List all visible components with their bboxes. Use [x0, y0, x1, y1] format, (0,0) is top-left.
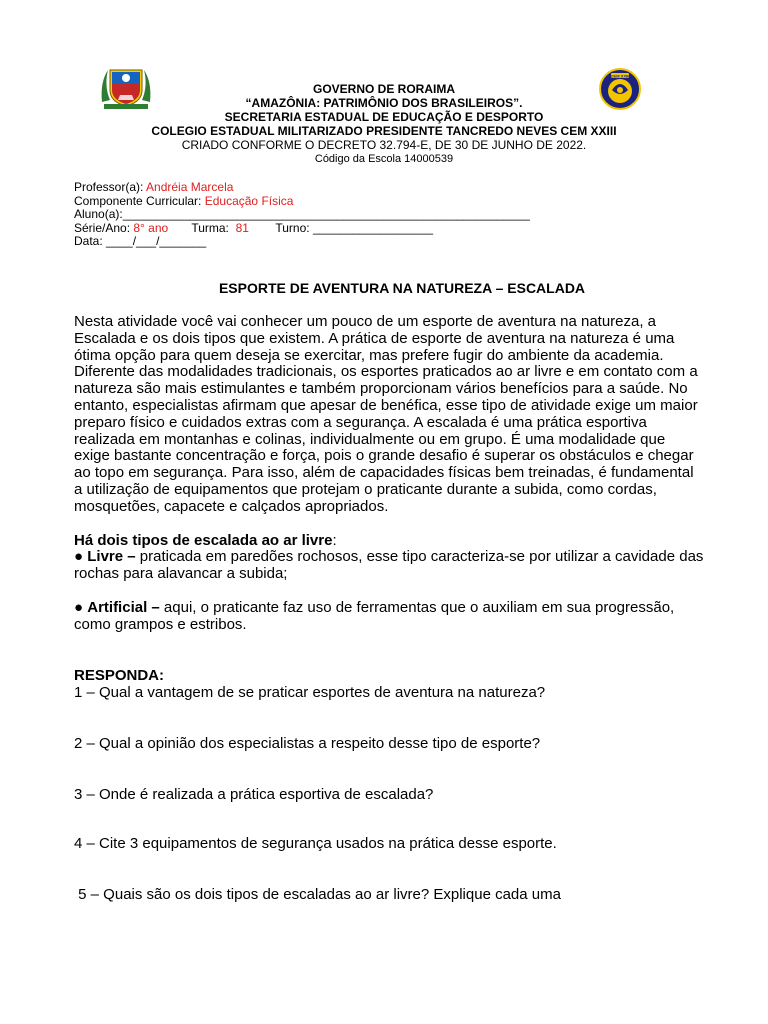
- componente-label: Componente Curricular:: [74, 193, 205, 208]
- bullet-icon: ●: [74, 548, 88, 566]
- professor-line: [74, 181, 530, 195]
- type-artificial-label: Artificial –: [87, 598, 160, 616]
- header-decree: CRIADO CONFORME O DECRETO 32.794-E, DE 30 DE JUNHO DE 2022.: [181, 138, 587, 152]
- header-motto: “AMAZÔNIA: PATRIMÔNIO DOS BRASILEIROS”.: [245, 96, 523, 110]
- activity-title: ESPORTE DE AVENTURA NA NATUREZA – ESCALADA: [218, 280, 586, 296]
- type-livre-text: praticada em paredões rochosos, esse tipo caracteriza-se por utilizar a cavidade das rochas para alavancar a subida;: [74, 548, 704, 583]
- header-government: GOVERNO DE RORAIMA: [312, 82, 455, 96]
- question-4: 4 – Cite 3 equipamentos de segurança usados na prática desse esporte.: [74, 835, 557, 852]
- type-artificial-text: aqui, o praticante faz uso de ferramentas que o auxiliam em sua progressão, como grampos e estribos.: [74, 598, 675, 633]
- componente-value: Educação Física: [204, 193, 294, 208]
- type-livre-label: Livre –: [87, 548, 136, 566]
- types-heading: [74, 533, 704, 550]
- school-emblem-text: CEM XXIII: [610, 73, 630, 79]
- question-3: 3 – Onde é realizada a prática esportiva de escalada?: [74, 786, 434, 803]
- type-artificial: [74, 600, 704, 634]
- turma-label: Turma:: [168, 220, 236, 235]
- activity-body: [74, 314, 704, 634]
- responda-heading: RESPONDA:: [74, 667, 165, 684]
- data-field[interactable]: Data: ____/___/_______: [74, 234, 207, 248]
- student-info-block: [74, 181, 530, 249]
- type-livre: [74, 549, 704, 583]
- componente-line: [74, 195, 530, 209]
- question-1: 1 – Qual a vantagem de se praticar esportes de aventura na natureza?: [74, 684, 546, 701]
- document-header: [100, 82, 668, 166]
- intro-paragraph: Nesta atividade você vai conhecer um pouco de um esporte de aventura na natureza, a Escalada e os dois tipos que existem. A prática de esporte de aventura na natureza é uma ótima opção para quem deseja se exercitar, mas prefere fugir do ambiente da academia. Diferente das modalidades tradicionais, os esportes praticados ao ar livre e em contato com a natureza são mais estimulantes e também proporcionam vários benefícios para a saúde. No entanto, especialistas afirmam que apesar de benéfica, esse tipo de atividade exige um maior preparo físico e cuidados extras com a segurança. A escalada é uma prática esportiva realizada em montanhas e colinas, individualmente ou em grupo. É uma modalidade que exige bastante concentração e força, pois o grande desafio é superar os obstáculos e chegar ao topo em segurança. Para isso, além de capacidades físicas bem treinadas, é fundamental a utilização de equipamentos que protejam o praticante durante a subida, como cordas, mosquetões, capacete e calçados apropriados.: [74, 313, 698, 515]
- question-5: 5 – Quais são os dois tipos de escaladas ao ar livre? Explique cada uma: [74, 886, 561, 903]
- header-school-code: Código da Escola 14000539: [314, 153, 454, 165]
- header-secretariat: SECRETARIA ESTADUAL DE EDUCAÇÃO E DESPORTO: [224, 110, 544, 124]
- types-heading-colon: :: [332, 531, 337, 549]
- professor-label: Professor(a):: [74, 180, 147, 194]
- question-2: 2 – Qual a opinião dos especialistas a respeito desse tipo de esporte?: [74, 735, 541, 752]
- header-school-name: COLEGIO ESTADUAL MILITARIZADO PRESIDENTE TANCREDO NEVES CEM XXIII: [151, 124, 617, 138]
- professor-name: Andréia Marcela: [146, 180, 234, 194]
- turno-field[interactable]: Turno: __________________: [248, 220, 434, 235]
- bullet-icon: ●: [74, 598, 88, 616]
- aluno-field[interactable]: Aluno(a):_____________________________________________________________: [74, 207, 530, 221]
- turma-value: 81: [235, 220, 249, 235]
- serie-value: 8° ano: [133, 220, 169, 235]
- types-heading-text: Há dois tipos de escalada ao ar livre: [74, 531, 333, 549]
- serie-label: Série/Ano:: [74, 220, 134, 235]
- serie-line: [74, 222, 530, 236]
